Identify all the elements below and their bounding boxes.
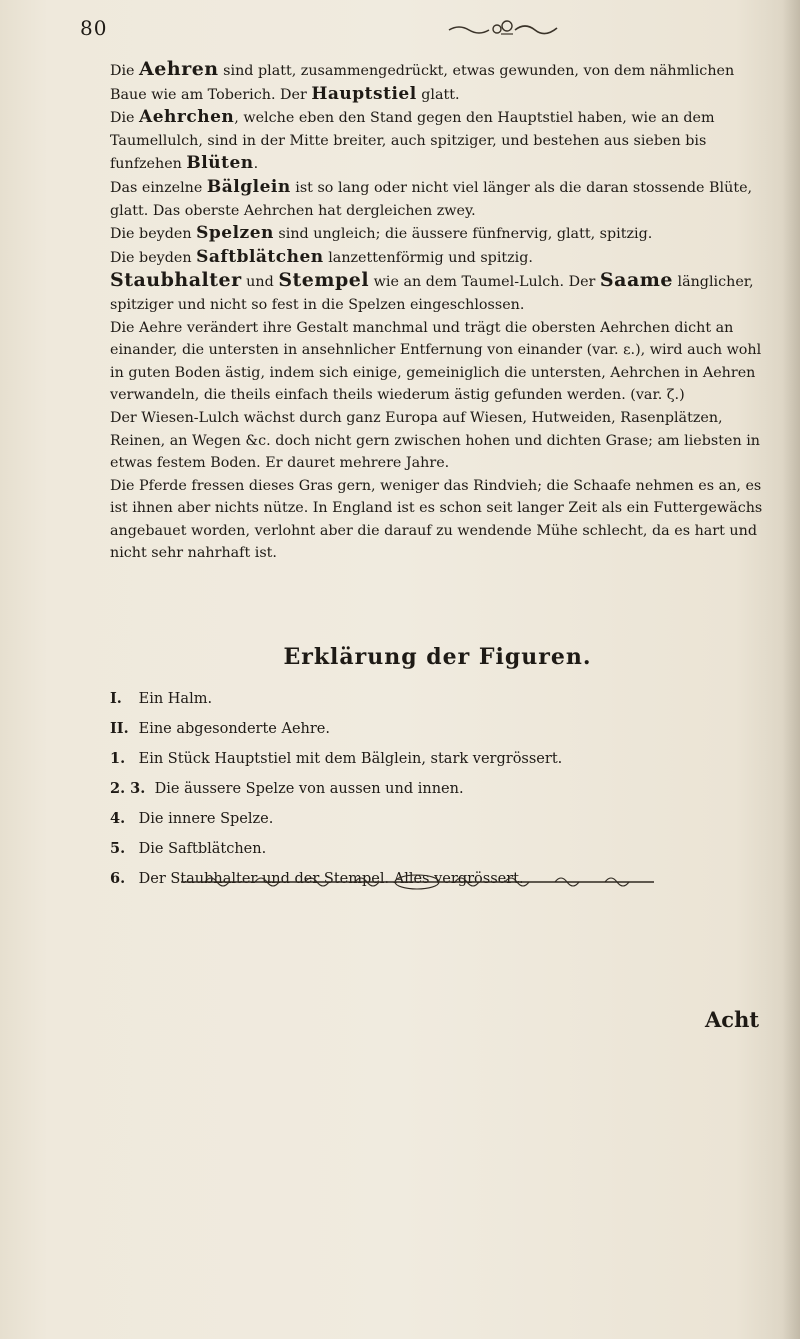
paragraph-spelzen: Die beyden Spelzen sind ungleich; die äussere fünfnervig, glatt, spitzig.	[110, 223, 653, 244]
page-edge-shadow	[782, 0, 800, 1339]
paragraph-habitat: Der Wiesen-Lulch wächst durch ganz Europa auf Wiesen, Hutweiden, Rasenplätzen, Reinen, an Wegen &c. doch nicht gern zwischen hohen und dichten Grase; am liebsten in etwas festem Boden. Er dauret mehrere Jahre.	[110, 409, 760, 472]
list-item	[110, 774, 765, 804]
term-stempel: Stempel	[278, 269, 370, 292]
term-aehren: Aehren	[139, 58, 219, 80]
figure-number: II.	[110, 720, 129, 737]
term-saftblaetchen: Saftblätchen	[196, 246, 324, 267]
section-title: Erklärung der Figuren.	[283, 644, 592, 670]
paragraph-aehren: Die Aehren sind platt, zusammengedrückt, etwas gewunden, von dem nähmlichen Baue wie am Toberich. Der Hauptstiel glatt.	[110, 58, 735, 104]
paragraph-varieties: Die Aehre verändert ihre Gestalt manchmal und trägt die obersten Aehrchen dicht an einander, die untersten in ansehnlicher Entfernung von einander (var. ε.), wird auch wohl in guten Boden ästig, indem sich einige, gemeiniglich die untersten, Aehrchen in Aehren verwandeln, die theils einfach theils wiederum ästig gefunden werden. (var. ζ.)	[110, 319, 762, 404]
term-spelzen: Spelzen	[196, 223, 274, 244]
term-baelglein: Bälglein	[206, 176, 291, 197]
list-item	[110, 834, 765, 864]
page-header	[80, 10, 780, 50]
term-blueten: Blüten	[186, 153, 254, 174]
figure-number: I.	[110, 690, 122, 707]
figure-caption: Ein Stück Hauptstiel mit dem Bälglein, stark vergrössert.	[138, 751, 563, 767]
term-aehrchen: Aehrchen	[139, 107, 235, 128]
page-number: 80	[80, 16, 108, 40]
figure-number: 2. 3.	[110, 780, 146, 797]
figure-number: 5.	[110, 840, 126, 857]
paragraph-saftblaetchen: Die beyden Saftblätchen lanzettenförmig und spitzig.	[110, 246, 533, 267]
term-hauptstiel: Hauptstiel	[311, 83, 417, 104]
figure-caption: Die Saftblätchen.	[138, 841, 267, 857]
figure-caption: Die innere Spelze.	[138, 811, 274, 827]
term-staubhalter: Staubhalter	[110, 269, 242, 292]
list-item	[110, 714, 765, 744]
figure-number: 6.	[110, 870, 126, 887]
description-text	[110, 58, 765, 565]
term-saame: Saame	[599, 269, 673, 292]
paragraph-baelglein: Das einzelne Bälglein ist so lang oder nicht viel länger als die daran stossende Blüte, glatt. Das oberste Aehrchen hat dergleichen zwey.	[110, 176, 753, 219]
catchword: Acht	[705, 1007, 760, 1032]
figure-caption: Ein Halm.	[138, 691, 213, 707]
header-ornament-icon	[445, 14, 565, 44]
list-item	[110, 804, 765, 834]
paragraph-use: Die Pferde fressen dieses Gras gern, weniger das Rindvieh; die Schaafe nehmen es an, es ist ihnen aber nichts nütze. In England ist es schon seit langer Zeit als ein Futtergewächs angebauet worden, verlohnt aber die darauf zu wendende Mühe schlecht, da es hart und nicht sehr nahrhaft ist.	[110, 477, 763, 562]
figure-number: 1.	[110, 750, 126, 767]
list-item	[110, 684, 765, 714]
figure-number: 4.	[110, 810, 126, 827]
figure-caption: Eine abgesonderte Aehre.	[138, 721, 330, 737]
paragraph-aehrchen: Die Aehrchen, welche eben den Stand gegen den Hauptstiel haben, wie an dem Taumellulch, sind in der Mitte breiter, auch spitziger, und bestehen aus sieben bis funfzehen Blüten.	[110, 107, 715, 174]
figure-list	[110, 684, 765, 894]
figure-caption: Die äussere Spelze von aussen und innen.	[154, 781, 464, 797]
paragraph-staubhalter: Staubhalter und Stempel wie an dem Taumel-Lulch. Der Saame länglicher, spitziger und nicht so fest in die Spelzen eingeschlossen.	[110, 269, 754, 313]
figure-caption: Der Staubhalter und der Stempel. Alles vergrössert.	[138, 871, 524, 887]
list-item	[110, 744, 765, 774]
ornamental-divider-icon	[175, 870, 660, 894]
